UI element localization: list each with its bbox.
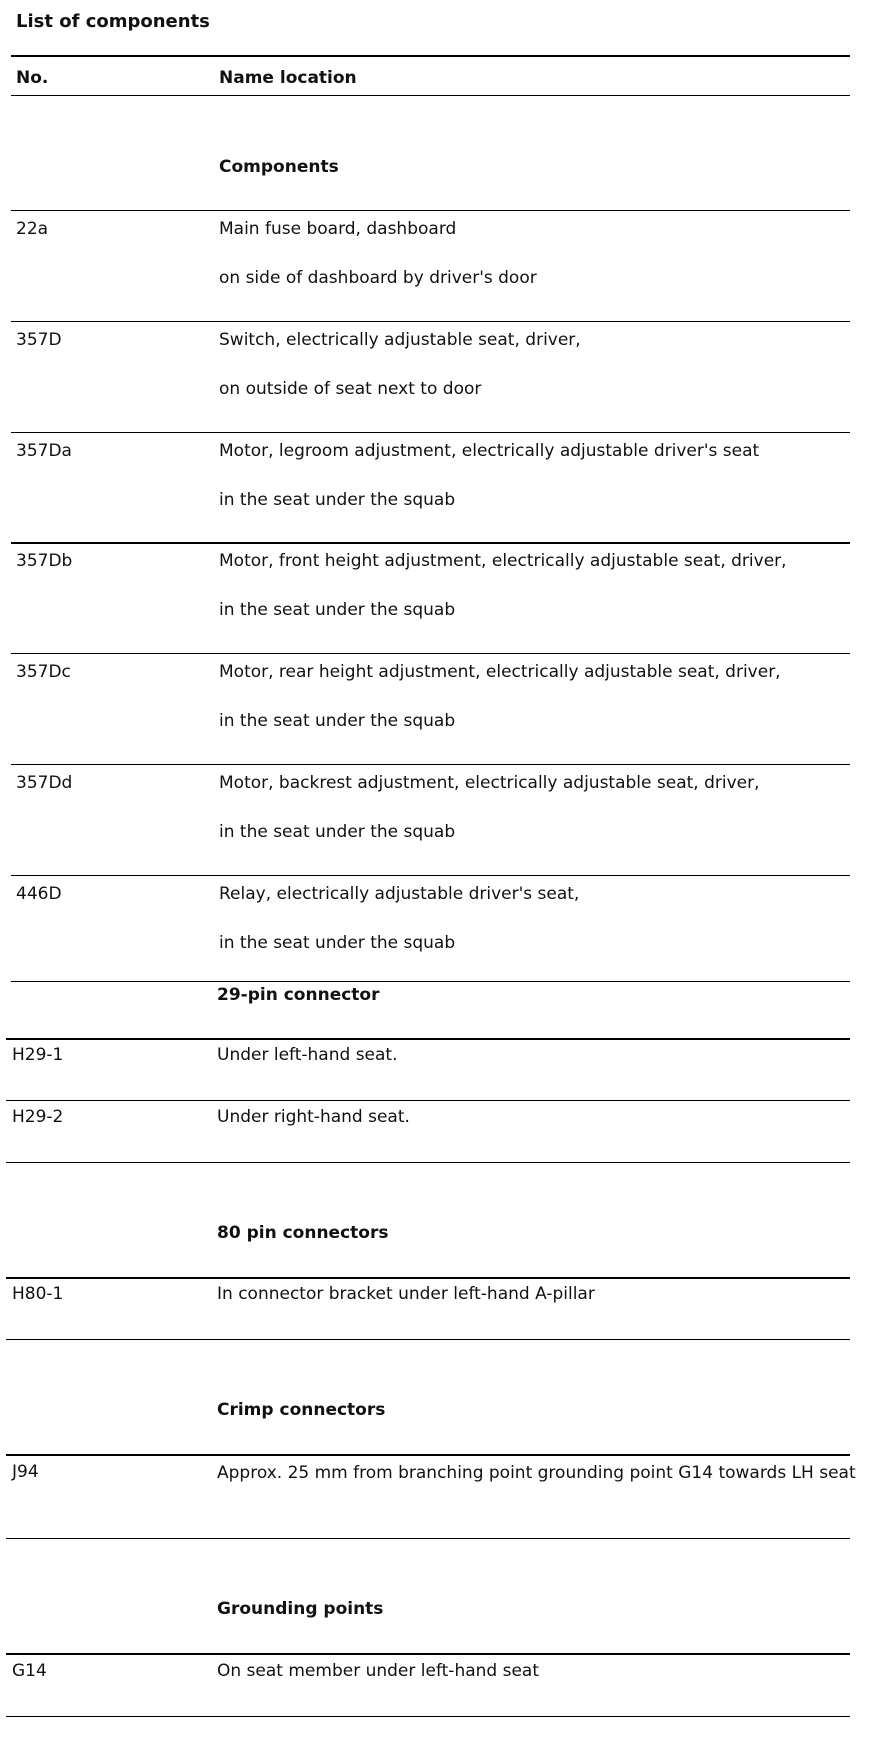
row-divider [6,1162,850,1163]
component-location: in the seat under the squab [219,711,456,731]
row-divider [11,432,850,433]
section-heading-29-pin-connector: 29-pin connector [217,985,380,1005]
row-divider [11,981,850,982]
row-divider [6,1454,850,1456]
component-number: 446D [16,884,62,904]
component-name: Relay, electrically adjustable driver's seat, [219,884,580,904]
component-name: Motor, rear height adjustment, electrically adjustable seat, driver, [219,662,781,682]
component-location: in the seat under the squab [219,600,456,620]
row-divider [6,1653,850,1655]
row-divider [6,1277,850,1279]
component-location: in the seat under the squab [219,490,456,510]
grounding-point-location: On seat member under left-hand seat [217,1661,540,1681]
component-number: 357Dc [16,662,71,682]
row-divider [6,1100,850,1101]
column-header-no: No. [16,68,49,88]
component-location: on outside of seat next to door [219,379,482,399]
page-title: List of components [16,11,210,32]
row-divider [6,1038,850,1040]
connector-number: H80-1 [12,1284,64,1304]
section-heading-crimp-connectors: Crimp connectors [217,1400,386,1420]
section-heading-components: Components [219,157,339,177]
component-number: 22a [16,219,49,239]
component-name: Motor, backrest adjustment, electrically adjustable seat, driver, [219,773,760,793]
connector-number: J94 [12,1462,39,1482]
component-location: in the seat under the squab [219,822,456,842]
row-divider [11,875,850,876]
connector-location: Under right-hand seat. [217,1107,410,1127]
component-name: Main fuse board, dashboard [219,219,457,239]
row-divider [11,321,850,322]
row-divider [11,542,850,544]
component-name: Motor, legroom adjustment, electrically adjustable driver's seat [219,441,760,461]
connector-number: H29-1 [12,1045,64,1065]
component-location: on side of dashboard by driver's door [219,268,537,288]
component-name: Switch, electrically adjustable seat, driver, [219,330,581,350]
grounding-point-number: G14 [12,1661,47,1681]
row-divider [6,1538,850,1539]
connector-number: H29-2 [12,1107,64,1127]
row-divider [11,210,850,211]
row-divider [11,764,850,765]
header-bottom-rule [11,95,850,96]
section-heading-80-pin-connectors: 80 pin connectors [217,1223,389,1243]
row-divider [6,1339,850,1340]
connector-location: Under left-hand seat. [217,1045,398,1065]
component-name: Motor, front height adjustment, electrically adjustable seat, driver, [219,551,787,571]
component-location: in the seat under the squab [219,933,456,953]
component-number: 357Da [16,441,72,461]
connector-location: Approx. 25 mm from branching point grounding point G14 towards LH seat [217,1463,856,1483]
row-divider [11,653,850,654]
component-number: 357Dd [16,773,73,793]
section-heading-grounding-points: Grounding points [217,1599,384,1619]
component-number: 357D [16,330,62,350]
row-divider [6,1716,850,1717]
column-header-name-location: Name location [219,68,357,88]
component-number: 357Db [16,551,73,571]
connector-location: In connector bracket under left-hand A-pillar [217,1284,595,1304]
header-top-rule [11,55,850,57]
